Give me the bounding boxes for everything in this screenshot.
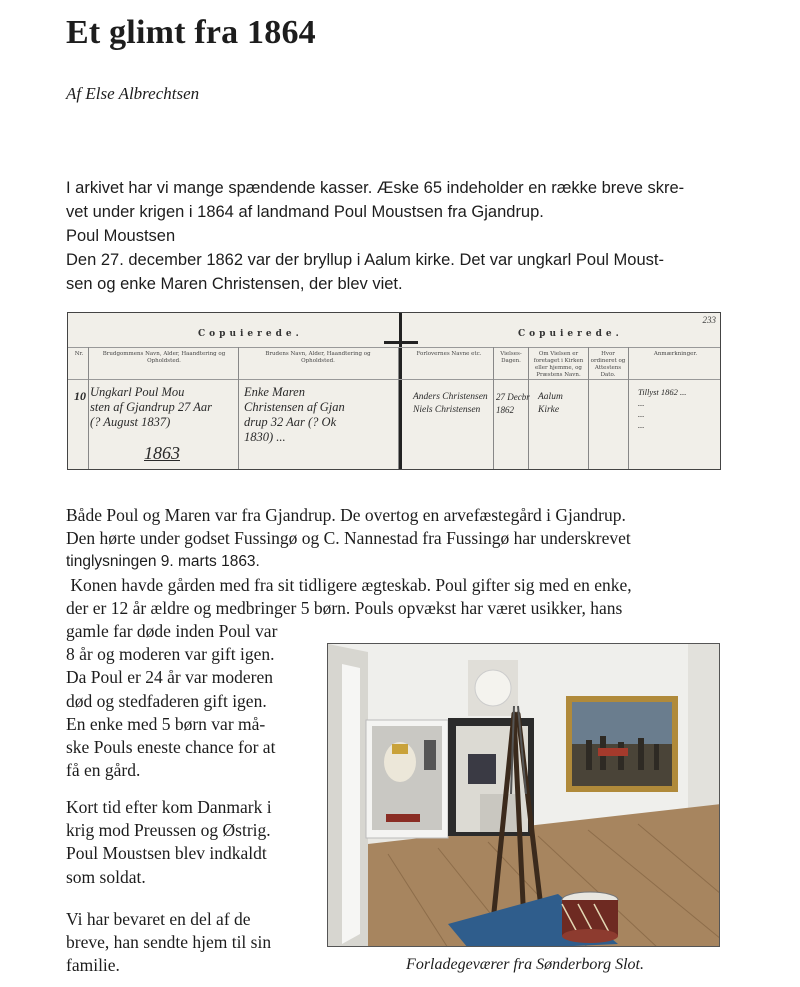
ledger-col-header: Vielses-Dagen. — [500, 351, 522, 364]
ledger-binding-cross — [384, 341, 418, 344]
handwriting-line: Niels Christensen — [413, 405, 481, 415]
handwriting-line: (? August 1837) — [90, 415, 171, 429]
handwriting-line: Aalum — [538, 392, 563, 402]
text-line: Kort tid efter kom Danmark i — [66, 797, 272, 817]
text-line: Poul Moustsen blev indkaldt — [66, 843, 267, 864]
ledger-right-heading: Copuierede. — [518, 329, 623, 339]
ledger-rule — [68, 347, 720, 348]
ledger-column-rule — [588, 347, 589, 469]
text-line: ske Pouls eneste chance for at — [66, 737, 276, 758]
parish-register-scan — [67, 312, 721, 470]
ledger-date-entry — [496, 391, 530, 417]
text-line: som soldat. — [66, 866, 146, 887]
article-title: Et glimt fra 1864 — [66, 14, 316, 51]
ledger-col-header: Om Vielsen er foretaget i Kirken eller hjemme, og Præstens Navn. — [533, 351, 584, 378]
text-line: familie. — [66, 955, 120, 976]
ledger-col-header: Hvor ordineret og Attestens Dato. — [590, 351, 626, 378]
text-line: Konen havde gården med fra sit tidligere ægteskab. Poul gifter sig med en enke, — [66, 574, 632, 595]
ledger-sponsors-entry — [413, 391, 488, 417]
photo-caption: Forladegeværer fra Sønderborg Slot. — [406, 956, 644, 973]
text-line: krig mod Preussen og Østrig. — [66, 820, 271, 841]
narrow-column-paragraph-2 — [66, 796, 272, 889]
ledger-column-rule — [238, 347, 239, 469]
ledger-col-header: Brudgommens Navn, Alder, Haandtering og Opholdsted. — [102, 351, 226, 364]
text-line: sen og enke Maren Christensen, der blev viet. — [66, 275, 403, 293]
narrow-column-paragraph-1 — [66, 620, 277, 782]
text-line: død og stedfaderen gift igen. — [66, 690, 267, 711]
handwriting-line: sten af Gjandrup 27 Aar — [90, 400, 212, 414]
text-line: gamle far døde inden Poul var — [66, 621, 278, 641]
ledger-page-number: 233 — [702, 315, 716, 325]
handwriting-line: Christensen af Gjan — [244, 400, 345, 414]
handwriting-line: Anders Christensen — [413, 392, 488, 402]
text-line: En enke med 5 børn var må- — [66, 713, 266, 734]
handwriting-line: drup 32 Aar (? Ok — [244, 415, 337, 429]
ledger-col-header: Brudens Navn, Alder, Haandtering og Opholdsted. — [265, 351, 371, 364]
intro-paragraph — [66, 176, 684, 296]
text-line: Poul Moustsen — [66, 227, 176, 245]
text-line: Både Poul og Maren var fra Gjandrup. De overtog en arvefæstegård i Gjandrup. — [66, 505, 626, 525]
text-line: tinglysningen 9. marts 1863. — [66, 553, 260, 571]
ledger-bride-entry — [244, 385, 345, 445]
ledger-column-rule — [628, 347, 629, 469]
handwriting-line: Tillyst 1862 ... — [638, 387, 687, 397]
handwriting-line: Kirke — [538, 405, 560, 415]
ledger-left-heading: Copuierede. — [198, 329, 303, 339]
ledger-entry-number: 10 — [74, 389, 86, 403]
text-line: breve, han sendte hjem til sin — [66, 932, 272, 953]
body-paragraph — [66, 504, 734, 620]
ledger-binding — [399, 313, 402, 469]
text-line: Da Poul er 24 år var moderen — [66, 667, 274, 688]
text-line: Den hørte under godset Fussingø og C. Nannestad fra Fussingø har underskrevet — [66, 528, 631, 549]
ledger-col-header: Anmærkninger. — [653, 351, 698, 357]
ledger-column-rule — [398, 347, 399, 469]
text-line: der er 12 år ældre og medbringer 5 børn. Pouls opvækst har været usikker, hans — [66, 597, 623, 618]
ledger-rule — [68, 379, 720, 380]
handwriting-line: 1830) ... — [244, 430, 286, 444]
ledger-column-rule — [88, 347, 89, 469]
ledger-column-rule — [493, 347, 494, 469]
museum-photo-illustration — [328, 644, 720, 947]
ledger-church-entry — [538, 391, 563, 417]
text-line: vet under krigen i 1864 af landmand Poul Moustsen fra Gjandrup. — [66, 203, 544, 221]
museum-photo — [327, 643, 720, 947]
handwriting-line: Ungkarl Poul Mou — [90, 385, 185, 399]
text-line: 8 år og moderen var gift igen. — [66, 644, 275, 665]
narrow-column-paragraph-3 — [66, 908, 271, 978]
article-author: Af Else Albrechtsen — [66, 84, 200, 103]
handwriting-line: ... — [638, 398, 645, 408]
ledger-groom-entry — [90, 385, 212, 430]
handwriting-line: 27 Decbr — [496, 392, 530, 402]
handwriting-line: 1862 — [496, 405, 514, 415]
text-line: Vi har bevaret en del af de — [66, 909, 251, 929]
text-line: få en gård. — [66, 760, 141, 781]
text-line: I arkivet har vi mange spændende kasser. Æske 65 indeholder en række breve skre- — [66, 179, 685, 197]
ledger-col-header: Nr. — [74, 351, 84, 357]
ledger-col-header: Forlovernes Navne etc. — [416, 351, 482, 357]
text-line: Den 27. december 1862 var der bryllup i Aalum kirke. Det var ungkarl Poul Moust- — [66, 251, 664, 269]
ledger-year: 1863 — [144, 443, 180, 463]
handwriting-line: Enke Maren — [244, 385, 305, 399]
handwriting-line: ... — [638, 420, 645, 430]
handwriting-line: ... — [638, 409, 645, 419]
ledger-remarks-entry — [638, 387, 686, 431]
